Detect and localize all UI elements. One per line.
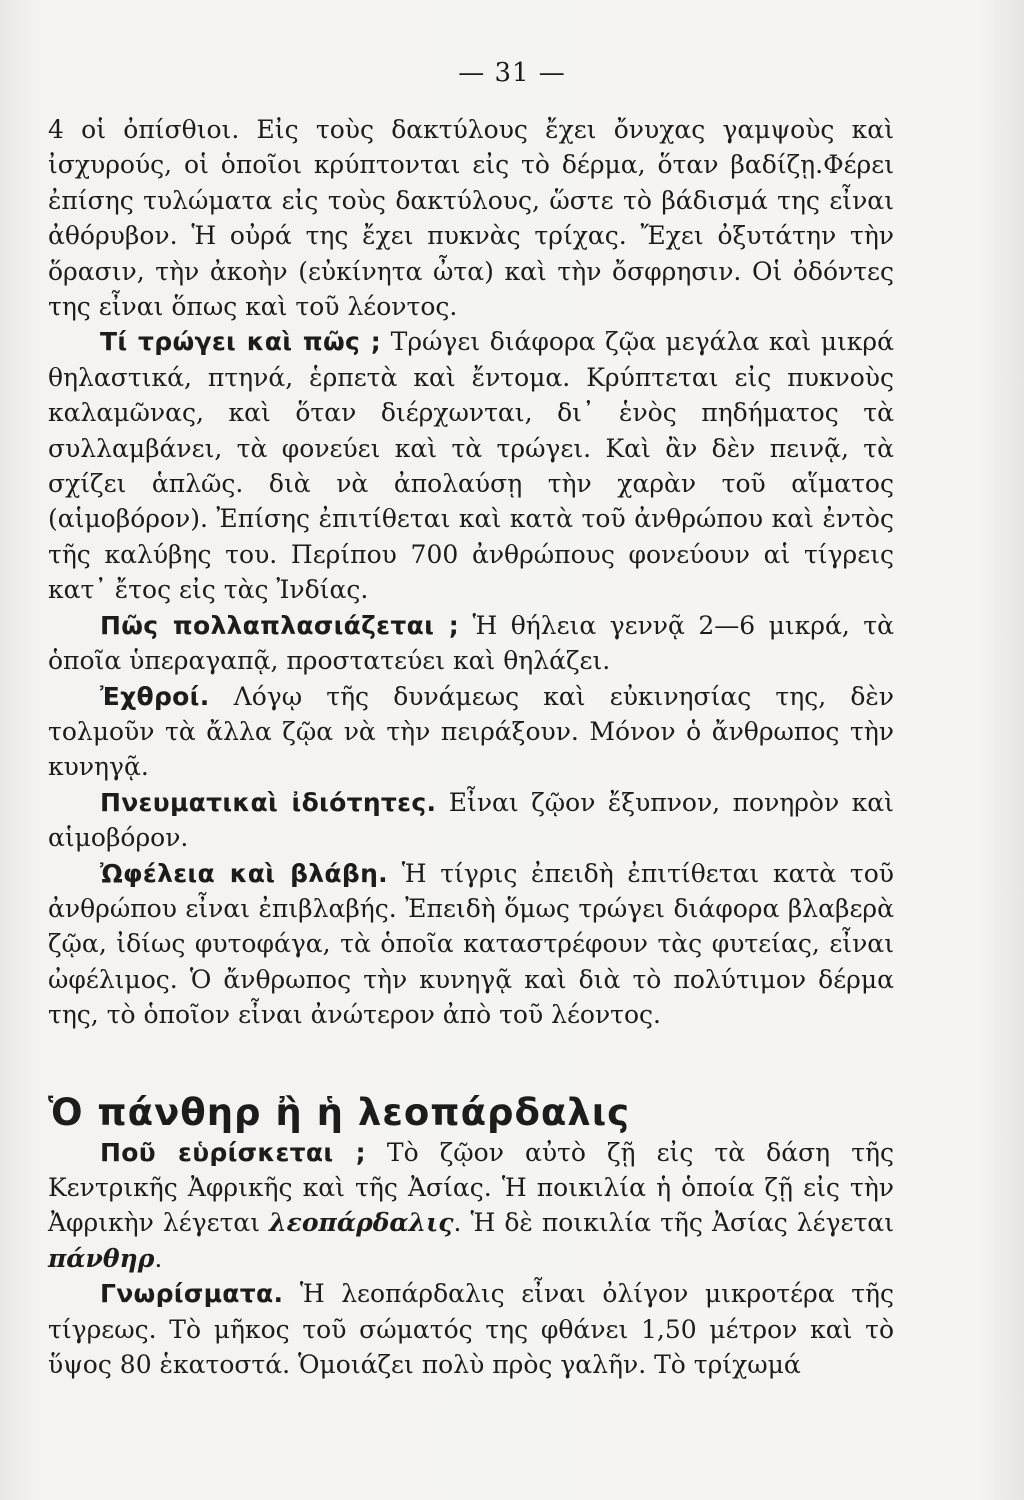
paragraph-label: Τί τρώγει καὶ πῶς ; — [100, 327, 382, 357]
page-number: — 31 — — [458, 58, 566, 88]
paragraph-text: Εἶναι ζῷον ἔξυπνον, πονηρὸν καὶ αἱμοβόρον. — [48, 787, 894, 853]
paragraph-tiger-body — [48, 112, 894, 324]
paragraph-text: Λόγῳ τῆς δυνάμεως καὶ εὐκινησίας της, δὲν τολμοῦν τὰ ἄλλα ζῷα νὰ τὴν πειράξουν. Μόνον ὁ ἄνθρωπος τὴν κυνηγᾷ. — [48, 681, 894, 782]
paragraph-label: Ἐχθροί. — [100, 681, 210, 711]
section-spacer — [48, 1033, 894, 1091]
paragraph-label: Πνευματικαὶ ἰδιότητες. — [100, 787, 437, 817]
emphasis-leopard: λεοπάρδαλις — [269, 1208, 454, 1238]
paragraph-text: 4 οἱ ὀπίσθιοι. Εἰς τοὺς δακτύλους ἔχει ὄνυχας γαμψοὺς καὶ ἰσχυρούς, οἱ ὁποῖοι κρύπτονται εἰς τὸ δέρμα, ὅταν βαδίζῃ.Φέρει ἐπίσης τυλώματα εἰς τοὺς δακτύλους, ὥστε τὸ βάδισμά της εἶναι ἀθόρυβον. Ἡ οὐρά της ἔχει πυκνὰς τρίχας. Ἔχει ὀξυτάτην τὴν ὅρασιν, τὴν ἀκοὴν (εὐκίνητα ὦτα) καὶ τὴν ὄσφρησιν. Οἱ ὀδόντες της εἶναι ὅπως καὶ τοῦ λέοντος. — [48, 115, 894, 322]
paragraph-reproduction — [48, 608, 894, 679]
paragraph-label: Γνωρίσματα. — [100, 1279, 284, 1309]
paragraph-label: Ποῦ εὑρίσκεται ; — [100, 1137, 366, 1167]
paragraph-label: Πῶς πολλαπλασιάζεται ; — [100, 610, 459, 640]
section-heading: Ὁ πάνθηρ ἢ ἡ λεοπάρδαλις — [48, 1090, 631, 1134]
paragraph-what-it-eats — [48, 324, 894, 607]
paragraph-benefit-harm — [48, 856, 894, 1033]
paragraph-text: Ἡ θήλεια γεννᾷ 2—6 μικρά, τὰ ὁποῖα ὑπεραγαπᾷ, προστατεύει καὶ θηλάζει. — [48, 610, 894, 676]
paragraph-text: Ἡ λεοπάρδαλις εἶναι ὀλίγον μικροτέρα τῆς τίγρεως. Τὸ μῆκος τοῦ σώματός της φθάνει 1,50 μέτρον καὶ τὸ ὕψος 80 ἑκατοστά. Ὁμοιάζει πολὺ πρὸς γαλῆν. Τὸ τρίχωμά — [48, 1279, 894, 1379]
paragraph-text: Τρώγει διάφορα ζῷα μεγάλα καὶ μικρά θηλαστικά, πτηνά, ἑρπετὰ καὶ ἔντομα. Κρύπτεται εἰς πυκνοὺς καλαμῶνας, καὶ ὅταν διέρχωνται, δι᾿ ἑνὸς πηδήματος τὰ συλλαμβάνει, τὰ φονεύει καὶ τὰ τρώγει. Καὶ ἂν δὲν πεινᾷ, τὰ σχίζει ἁπλῶς. διὰ νὰ ἀπολαύσῃ τὴν χαρὰν τοῦ αἵματος (αἱμοβόρον). Ἐπίσης ἐπιτίθεται καὶ κατὰ τοῦ ἀνθρώπου καὶ ἐντὸς τῆς καλύβης του. Περίπου 700 ἀνθρώπους φονεύουν αἱ τίγρεις κατ᾿ ἔτος εἰς τὰς Ἰνδίας. — [48, 327, 894, 605]
paragraph-enemies — [48, 679, 894, 785]
paragraph-text: Τὸ ζῷον αὐτὸ ζῇ εἰς τὰ δάση τῆς Κεντρικῆς Ἀφρικῆς καὶ τῆς Ἀσίας. Ἡ ποικιλία ἡ ὁποία ζῇ εἰς τὴν Ἀφρικὴν λέγεται — [48, 1137, 895, 1238]
paragraph-where-found — [48, 1135, 894, 1277]
paragraph-text: . Ἡ δὲ ποικιλία τῆς Ἀσίας λέγεται — [453, 1208, 894, 1238]
paragraph-features — [48, 1276, 894, 1382]
paragraph-mental-traits — [48, 785, 894, 856]
paragraph-label: Ὠφέλεια καὶ βλάβη. — [100, 858, 388, 888]
paragraph-text: Ἡ τίγρις ἐπειδὴ ἐπιτίθεται κατὰ τοῦ ἀνθρώπου εἶναι ἐπιβλαβής. Ἐπειδὴ ὅμως τρώγει διάφορα βλαβερὰ ζῷα, ἰδίως φυτοφάγα, τὰ ὁποῖα καταστρέφουν τὰς φυτείας, εἶναι ὠφέλιμος. Ὁ ἄνθρωπος τὴν κυνηγᾷ καὶ διὰ τὸ πολύτιμον δέρμα της, τὸ ὁποῖον εἶναι ἀνώτερον ἀπὸ τοῦ λέοντος. — [48, 858, 894, 1030]
paragraph-text: . — [154, 1243, 163, 1273]
emphasis-panther: πάνθηρ — [48, 1243, 155, 1273]
body-text — [48, 112, 894, 1382]
